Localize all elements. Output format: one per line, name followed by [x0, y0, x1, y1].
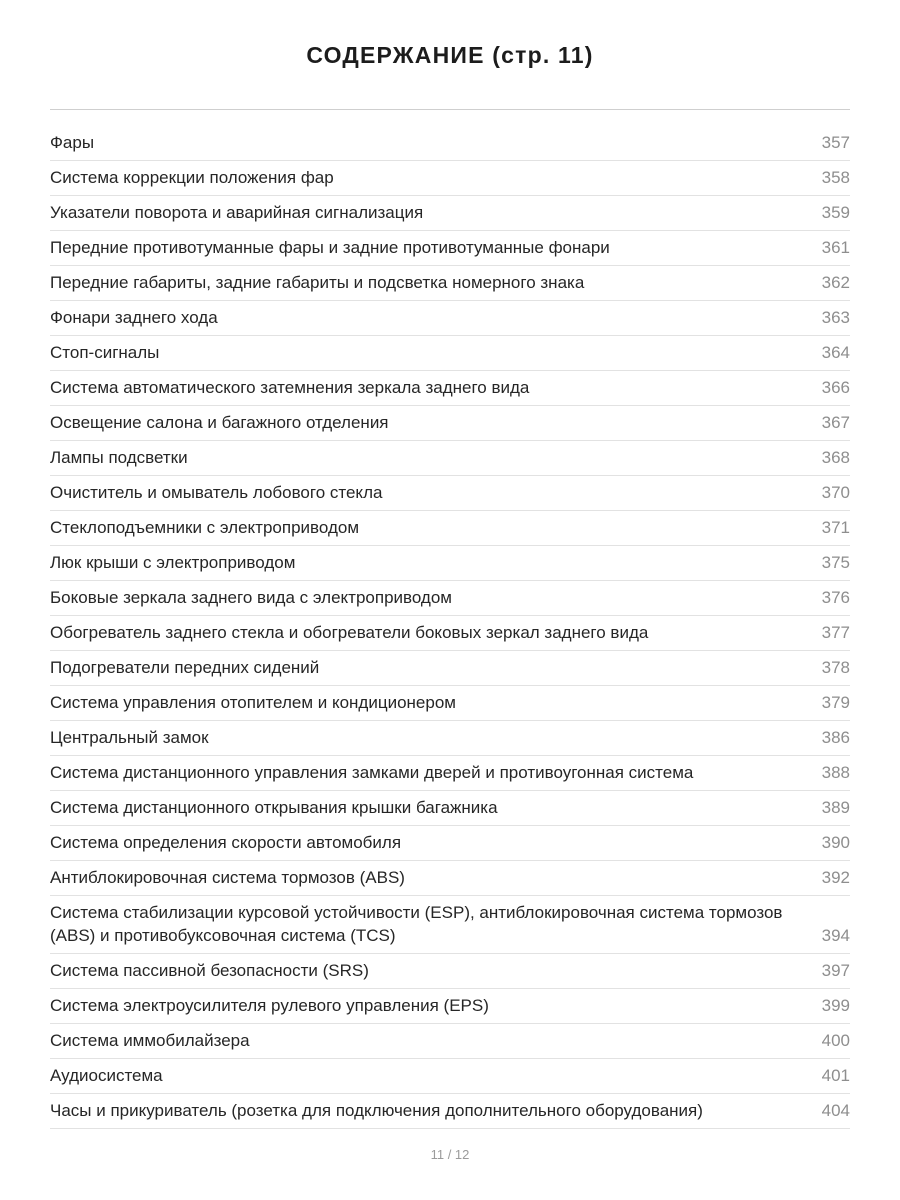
- toc-entry-title: Система коррекции положения фар: [50, 168, 334, 187]
- toc-row: [50, 301, 850, 336]
- toc-entry-page: 361: [821, 238, 850, 257]
- header-divider: [50, 109, 850, 110]
- toc-entry-title: Фары: [50, 133, 95, 152]
- toc-row: [50, 651, 850, 686]
- toc-entry-title: Указатели поворота и аварийная сигнализация: [50, 203, 424, 222]
- toc-entry-page: 357: [821, 133, 850, 152]
- toc-entry-page: 389: [821, 798, 850, 817]
- toc-entry-page: 388: [821, 763, 850, 782]
- toc-row: [50, 686, 850, 721]
- toc-entry-page: 371: [821, 518, 850, 537]
- toc-row: [50, 581, 850, 616]
- toc-entry-page: 386: [821, 728, 850, 747]
- toc-entry-page: 397: [821, 961, 850, 980]
- toc-row: [50, 371, 850, 406]
- toc-entry-page: 379: [821, 693, 850, 712]
- toc-row: [50, 1024, 850, 1059]
- toc-entry-title: Передние габариты, задние габариты и подсветка номерного знака: [50, 273, 585, 292]
- toc-row: [50, 336, 850, 371]
- toc-row: [50, 161, 850, 196]
- toc-row: [50, 616, 850, 651]
- toc-entry-page: 394: [821, 926, 850, 945]
- toc-row: [50, 989, 850, 1024]
- toc-row: [50, 476, 850, 511]
- toc-row: [50, 266, 850, 301]
- toc-entry-page: 363: [821, 308, 850, 327]
- toc-entry-title: Боковые зеркала заднего вида с электроприводом: [50, 588, 452, 607]
- page-number-indicator: 11 / 12: [430, 1147, 470, 1162]
- toc-row: [50, 231, 850, 266]
- toc-row: [50, 954, 850, 989]
- page-title: СОДЕРЖАНИЕ (стр. 11): [306, 42, 594, 68]
- toc-entry-title: Стеклоподъемники с электроприводом: [50, 518, 360, 537]
- toc-entry-page: 390: [821, 833, 850, 852]
- toc-entry-title: Фонари заднего хода: [50, 308, 218, 327]
- toc-row: [50, 126, 850, 161]
- toc-entry-title: Система дистанционного управления замками дверей и противоугонная система: [50, 763, 694, 782]
- toc-entry-title: Очиститель и омыватель лобового стекла: [50, 483, 383, 502]
- toc-row: [50, 196, 850, 231]
- toc-row: [50, 861, 850, 896]
- toc-row: [50, 441, 850, 476]
- toc-entry-title: Освещение салона и багажного отделения: [50, 413, 389, 432]
- toc-entry-page: 370: [821, 483, 850, 502]
- toc-row: [50, 791, 850, 826]
- toc-entry-title: Обогреватель заднего стекла и обогреватели боковых зеркал заднего вида: [50, 623, 649, 642]
- toc-entry-page: 404: [821, 1101, 850, 1120]
- toc-entry-title: Передние противотуманные фары и задние противотуманные фонари: [50, 238, 610, 257]
- toc-entry-page: 368: [821, 448, 850, 467]
- toc-entry-title: Система автоматического затемнения зеркала заднего вида: [50, 378, 530, 397]
- toc-entry-title: Система стабилизации курсовой устойчивости (ESP), антиблокировочная система тормозов (ABS) и противобуксовочная система (TCS): [50, 903, 783, 945]
- toc-entry-page: 377: [821, 623, 850, 642]
- toc-entry-page: 367: [821, 413, 850, 432]
- toc-row: [50, 756, 850, 791]
- toc-entry-page: 378: [821, 658, 850, 677]
- toc-entry-page: 376: [821, 588, 850, 607]
- toc-entry-title: Подогреватели передних сидений: [50, 658, 320, 677]
- toc-row: [50, 1059, 850, 1094]
- toc-list: [50, 126, 850, 1129]
- toc-entry-page: 392: [821, 868, 850, 887]
- toc-row: [50, 826, 850, 861]
- toc-row: [50, 406, 850, 441]
- toc-entry-page: 359: [821, 203, 850, 222]
- toc-entry-title: Центральный замок: [50, 728, 209, 747]
- toc-entry-page: 400: [821, 1031, 850, 1050]
- toc-entry-title: Часы и прикуриватель (розетка для подключения дополнительного оборудования): [50, 1101, 703, 1120]
- toc-entry-title: Система дистанционного открывания крышки багажника: [50, 798, 498, 817]
- toc-entry-title: Аудиосистема: [50, 1066, 163, 1085]
- toc-entry-title: Люк крыши с электроприводом: [50, 553, 296, 572]
- toc-row: [50, 511, 850, 546]
- toc-entry-page: 401: [821, 1066, 850, 1085]
- toc-entry-page: 375: [821, 553, 850, 572]
- toc-entry-title: Антиблокировочная система тормозов (ABS): [50, 868, 405, 887]
- toc-entry-title: Система электроусилителя рулевого управления (EPS): [50, 996, 489, 1015]
- toc-entry-page: 358: [821, 168, 850, 187]
- toc-entry-page: 366: [821, 378, 850, 397]
- toc-entry-title: Лампы подсветки: [50, 448, 188, 467]
- toc-entry-title: Система иммобилайзера: [50, 1031, 250, 1050]
- toc-entry-page: 362: [821, 273, 850, 292]
- toc-entry-title: Стоп-сигналы: [50, 343, 160, 362]
- toc-entry-title: Система пассивной безопасности (SRS): [50, 961, 369, 980]
- toc-entry-page: 399: [821, 996, 850, 1015]
- toc-row: [50, 896, 850, 954]
- toc-entry-page: 364: [821, 343, 850, 362]
- toc-entry-title: Система определения скорости автомобиля: [50, 833, 402, 852]
- toc-entry-title: Система управления отопителем и кондиционером: [50, 693, 456, 712]
- page-footer: [0, 1146, 900, 1164]
- toc-row: [50, 546, 850, 581]
- toc-row: [50, 1094, 850, 1129]
- toc-row: [50, 721, 850, 756]
